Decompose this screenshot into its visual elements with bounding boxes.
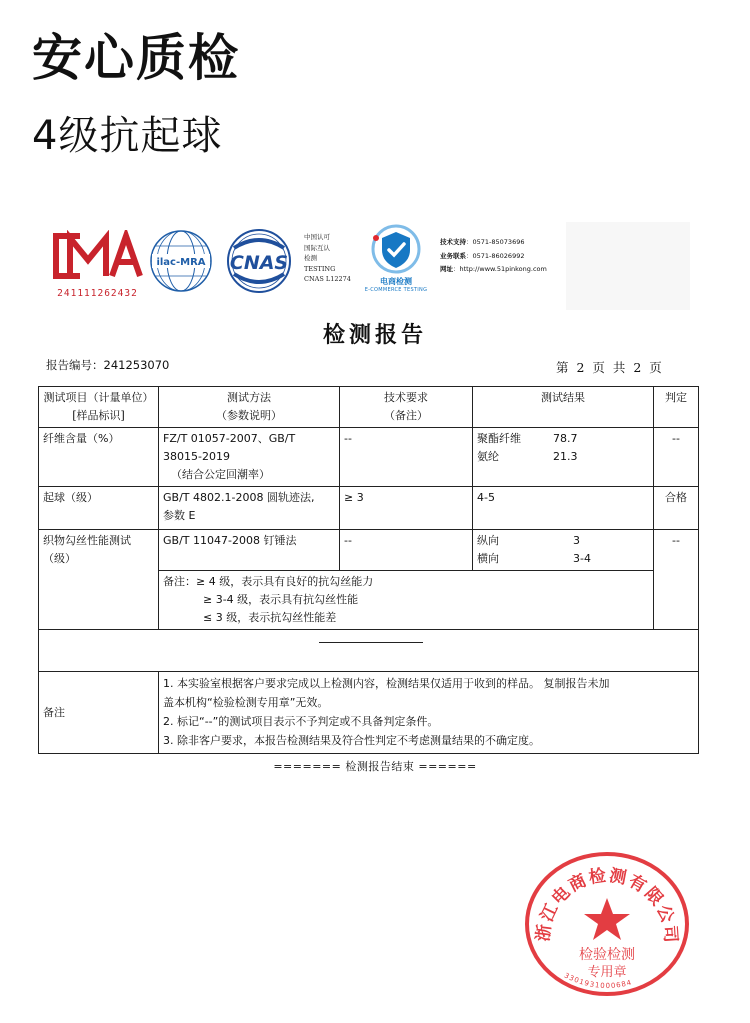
cnas-line: CNAS L12274 [304,275,351,283]
report-number [46,357,169,373]
ilac-mra-logo [148,228,214,294]
cnas-logo [220,228,298,294]
ilac-text: ilac-MRA [156,257,206,268]
cell-method: FZ/T 01057-2007、GB/T 38015-2019 （结合公定回潮率） [159,428,340,487]
cell-result: 纵向 3 横向 3-4 [473,530,654,571]
cnas-text: CNAS [229,252,289,274]
ecommerce-sublabel: E-COMMERCE TESTING [364,287,428,293]
cnas-accreditation-text [304,232,351,285]
contact-line: 技术支持：0571-85073696 [440,238,525,246]
header-requirement: 技术要求 （备注） [340,387,473,428]
header-judgement: 判定 [654,387,699,428]
table-separator-row [39,630,699,672]
report-number-label: 报告编号： [46,358,104,372]
cell-method: GB/T 11047-2008 钉锤法 [159,530,340,571]
remarks-label: 备注 [39,672,159,754]
cma-logo [50,230,145,302]
table-header-row [39,387,699,428]
table-row [39,487,699,530]
official-seal [520,850,694,1000]
contact-line: 网址：http://www.51pinkong.com [440,265,547,273]
cnas-line: 国际互认 [304,243,330,252]
ecommerce-testing-logo [362,224,430,296]
cnas-icon [220,228,298,294]
cell-requirement: ≥ 3 [340,487,473,530]
cell-judgement: -- [654,530,699,630]
ecommerce-label: 电商检测 [380,277,412,286]
contact-info [440,236,547,277]
seal-org-name: 浙江电商检测有限公司 [533,865,681,946]
cnas-line: 中国认可 [304,233,330,241]
cnas-line: TESTING [304,264,336,273]
separator-cell [39,630,699,672]
header-result: 测试结果 [473,387,654,428]
qr-code-area [566,222,690,310]
cell-note: 备注：≥ 4 级，表示具有良好的抗勾丝能力 ≥ 3-4 级，表示具有抗勾丝性能 ≤ 3 级，表示抗勾丝性能差 [159,571,654,630]
page-title: 安心质检 [32,29,240,87]
header-item: 测试项目（计量单位） [样品标识] [39,387,159,428]
cell-judgement: 合格 [654,487,699,530]
cell-result: 聚酯纤维 78.7 氨纶 21.3 [473,428,654,487]
cma-letters-icon [50,230,145,282]
report-title: 检测报告 [322,322,427,348]
seal-center-text-1: 检验检测 [579,947,635,963]
cell-requirement: -- [340,428,473,487]
table-row [39,428,699,487]
results-table [38,386,699,754]
seal-star-icon [584,898,630,940]
cell-item: 纤维含量（%） [39,428,159,487]
ilac-globe-icon [148,228,214,294]
cell-item: 起球（级） [39,487,159,530]
report-end-marker: ======= 检测报告结束 ====== [273,760,477,773]
report-number-value: 241253070 [103,358,170,372]
cnas-line: 检测 [304,254,317,262]
shield-check-icon [362,224,430,276]
page-subtitle: 4级抗起球 [32,113,223,159]
seal-code: 3301931000684 [562,971,634,991]
page-info: 第 2 页 共 2 页 [556,360,664,375]
table-remarks-row [39,672,699,754]
remarks-content: 1. 本实验室根据客户要求完成以上检测内容，检测结果仅适用于收到的样品。 复制报告未加 盖本机构“检验检测专用章”无效。 2. 标记“--”的测试项目表示不予判定或不具备判定条件。 3. 除非客户要求，本报告检测结果及符合性判定不考虑测量结果的不确定度。 [159,672,699,754]
header-method: 测试方法 （参数说明） [159,387,340,428]
seal-stamp-icon [520,850,694,1000]
contact-line: 业务联系：0571-86026992 [440,251,525,260]
cell-result: 4-5 [473,487,654,530]
cell-method: GB/T 4802.1-2008 圆轨迹法, 参数 E [159,487,340,530]
cma-number: 241111262432 [57,288,138,299]
table-row [39,530,699,571]
cell-judgement: -- [654,428,699,487]
cell-item: 织物勾丝性能测试 （级） [39,530,159,630]
cell-requirement: -- [340,530,473,571]
seal-center-text-2: 专用章 [587,965,627,980]
